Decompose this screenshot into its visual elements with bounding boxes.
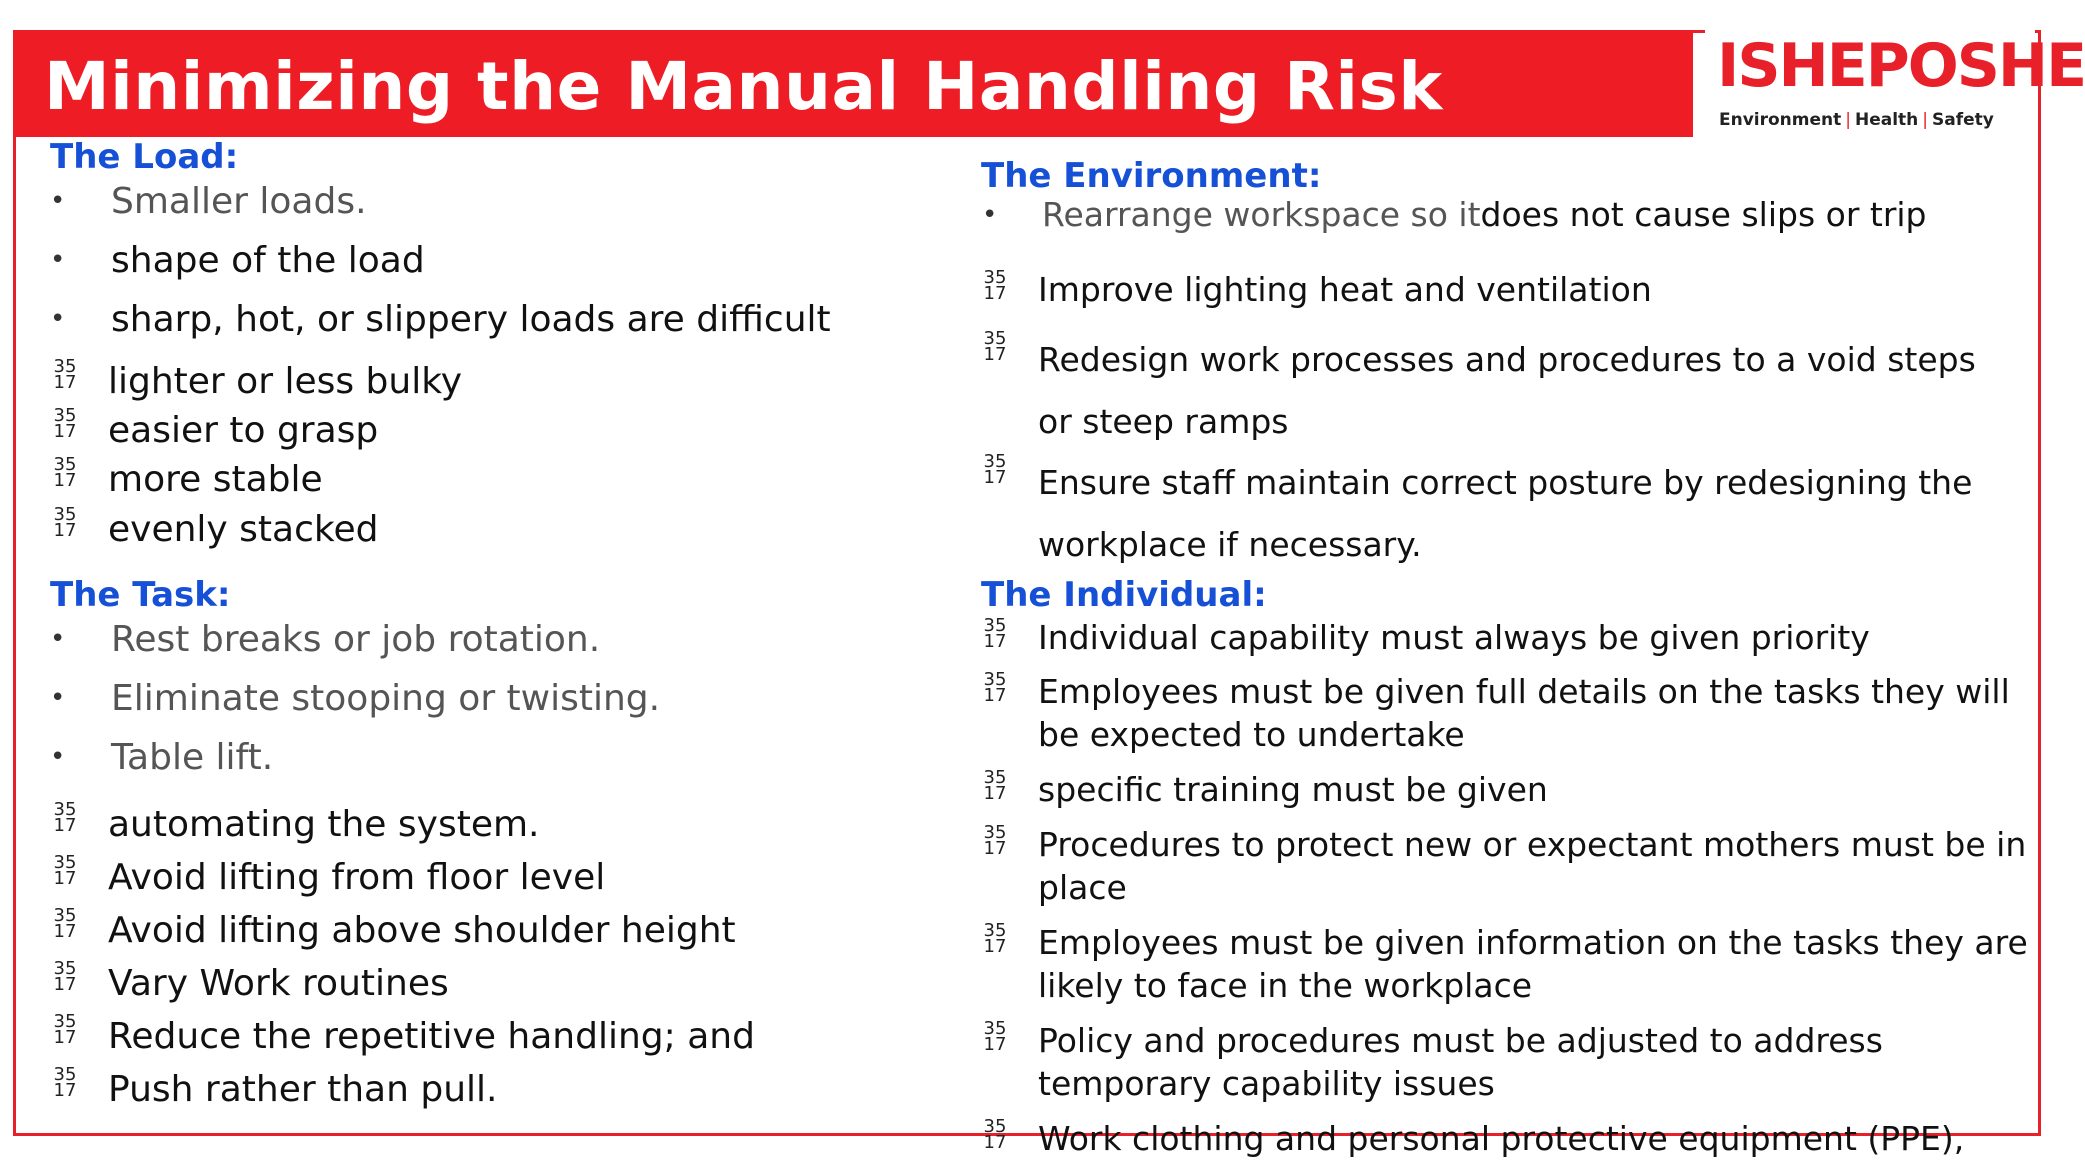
item-text: specific training must be given — [1038, 770, 1548, 809]
item-text: Procedures to protect new or expectant mothers must be in place — [1038, 825, 2027, 907]
bullet-icon: • — [50, 683, 66, 713]
item-text: Work clothing and personal protective equipment (PPE), — [1038, 1119, 1965, 1158]
fraction-marker-icon: 35 17 — [983, 1116, 1007, 1153]
item-text: evenly stacked — [108, 509, 379, 550]
item-text: lighter or less bulky — [108, 361, 463, 402]
fraction-marker-icon: 35 17 — [983, 669, 1007, 706]
fraction-marker-icon: 35 17 — [53, 405, 77, 442]
heading-the-environment: The Environment: — [981, 156, 1322, 196]
fraction-marker-icon: 35 17 — [53, 504, 77, 541]
fraction-marker-icon: 35 17 — [983, 920, 1007, 957]
fraction-marker-icon: 35 17 — [983, 451, 1007, 488]
fraction-marker-icon: 35 17 — [983, 822, 1007, 859]
fraction-marker-icon: 35 17 — [53, 799, 77, 836]
item-text: Avoid lifting from floor level — [108, 857, 606, 898]
bullet-text: Eliminate stooping or twisting. — [111, 678, 661, 719]
tagline-safety: Safety — [1932, 110, 1994, 130]
heading-the-task: The Task: — [50, 575, 231, 615]
logo-tagline: Environment | Health | Safety — [1719, 110, 1994, 130]
slide-title: Minimizing the Manual Handling Risk — [44, 48, 1443, 125]
heading-the-individual: The Individual: — [981, 575, 1267, 615]
item-text: automating the system. — [108, 804, 540, 845]
fraction-marker-icon: 35 17 — [983, 328, 1007, 365]
bullet-icon: • — [982, 200, 998, 230]
bullet-icon: • — [50, 624, 66, 654]
fraction-marker-icon: 35 17 — [53, 852, 77, 889]
logo — [1705, 30, 2085, 140]
item-text: Individual capability must always be given priority — [1038, 618, 1870, 657]
item-text: Ensure staff maintain correct posture by redesigning the workplace if necessary. — [1038, 463, 1973, 564]
item-text: Vary Work routines — [108, 963, 449, 1004]
fraction-marker-icon: 35 17 — [53, 1064, 77, 1101]
bullet-text: Rearrange workspace so itdoes not cause slips or trip — [1042, 195, 1927, 234]
item-text: Reduce the repetitive handling; and — [108, 1016, 755, 1057]
fraction-marker-icon: 35 17 — [53, 1011, 77, 1048]
fraction-marker-icon: 35 17 — [53, 454, 77, 491]
item-text: Redesign work processes and procedures to a void steps or steep ramps — [1038, 340, 1976, 441]
item-text: Push rather than pull. — [108, 1069, 498, 1110]
fraction-marker-icon: 35 17 — [983, 615, 1007, 652]
bullet-icon: • — [50, 245, 66, 275]
bullet-icon: • — [50, 304, 66, 334]
item-text: Improve lighting heat and ventilation — [1038, 270, 1652, 309]
fraction-marker-icon: 35 17 — [983, 1018, 1007, 1055]
heading-the-load: The Load: — [50, 137, 239, 177]
bullet-text: Rest breaks or job rotation. — [111, 619, 601, 660]
fraction-marker-icon: 35 17 — [983, 767, 1007, 804]
item-text: Employees must be given full details on the tasks they will be expected to undertake — [1038, 672, 2010, 754]
fraction-marker-icon: 35 17 — [53, 356, 77, 393]
bullet-text: Smaller loads. — [111, 181, 367, 222]
fraction-marker-icon: 35 17 — [983, 267, 1007, 304]
fraction-marker-icon: 35 17 — [53, 905, 77, 942]
tagline-environment: Environment — [1719, 110, 1842, 130]
fraction-marker-icon: 35 17 — [53, 958, 77, 995]
item-text: Policy and procedures must be adjusted to address temporary capability issues — [1038, 1021, 1883, 1103]
bullet-icon: • — [50, 742, 66, 772]
item-text: Avoid lifting above shoulder height — [108, 910, 736, 951]
item-text: easier to grasp — [108, 410, 379, 451]
bullet-text: shape of the load — [111, 240, 425, 281]
item-text: more stable — [108, 459, 323, 500]
item-text: Employees must be given information on the tasks they are likely to face in the workplace — [1038, 923, 2028, 1005]
bullet-icon: • — [50, 186, 66, 216]
bullet-text: sharp, hot, or slippery loads are difficult — [111, 299, 831, 340]
logo-brand: ISHEPOSHE — [1717, 31, 2085, 101]
bullet-text: Table lift. — [111, 737, 274, 778]
tagline-health: Health — [1855, 110, 1919, 130]
